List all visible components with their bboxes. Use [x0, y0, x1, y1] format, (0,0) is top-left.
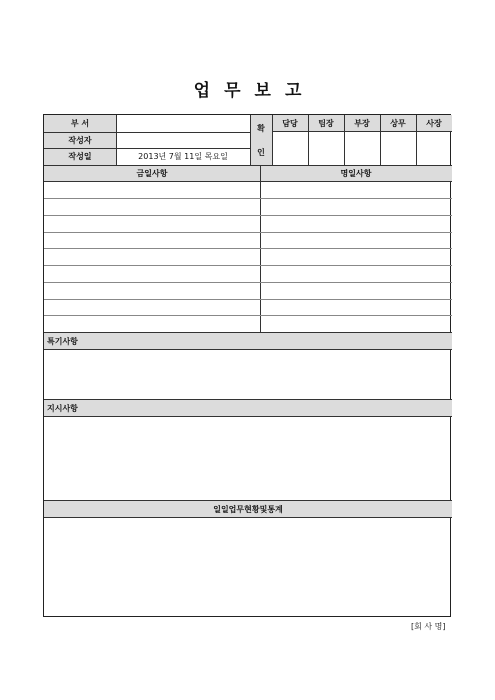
divider	[308, 115, 309, 165]
sign-box-team-lead[interactable]	[308, 131, 344, 165]
special-notes-header: 특기사항	[47, 336, 78, 346]
date-label: 작성일	[68, 152, 92, 161]
today-items-area[interactable]	[44, 182, 260, 332]
sign-box-staff[interactable]	[272, 131, 308, 165]
sign-box-ceo[interactable]	[416, 131, 452, 165]
dept-field[interactable]	[116, 115, 250, 132]
dept-label: 부 서	[70, 119, 90, 128]
daily-stats-area[interactable]	[44, 518, 452, 616]
tomorrow-items-area[interactable]	[260, 182, 452, 332]
instructions-header: 지시사항	[47, 403, 78, 413]
approver-team-lead: 팀장	[318, 118, 334, 128]
divider	[250, 115, 251, 165]
divider	[416, 115, 417, 165]
page-title: 업 무 보 고	[193, 81, 302, 101]
divider	[380, 115, 381, 165]
sign-box-manager[interactable]	[344, 131, 380, 165]
confirm-label-1: 확	[257, 123, 265, 133]
confirm-label-2: 인	[257, 147, 265, 157]
today-items-header: 금일사항	[136, 169, 168, 178]
approver-staff: 담당	[282, 118, 298, 128]
report-form	[43, 114, 451, 617]
divider	[272, 131, 452, 132]
tomorrow-items-header: 명일사항	[340, 169, 372, 178]
special-notes-area[interactable]	[44, 350, 452, 399]
author-label: 작성자	[68, 135, 92, 145]
sign-box-director[interactable]	[380, 131, 416, 165]
date-field[interactable]: 2013년 7월 11일 목요일	[138, 152, 228, 161]
approver-ceo: 사장	[426, 118, 442, 128]
divider	[344, 115, 345, 165]
divider	[44, 148, 250, 149]
company-name: [회 사 명]	[411, 622, 446, 631]
approver-manager: 부장	[354, 118, 370, 128]
divider	[272, 115, 273, 165]
divider	[44, 132, 250, 133]
author-field[interactable]	[116, 132, 250, 148]
instructions-area[interactable]	[44, 417, 452, 500]
daily-stats-header: 일일업무현황및통계	[213, 504, 283, 514]
approver-director: 상무	[390, 118, 406, 128]
divider	[116, 115, 117, 165]
